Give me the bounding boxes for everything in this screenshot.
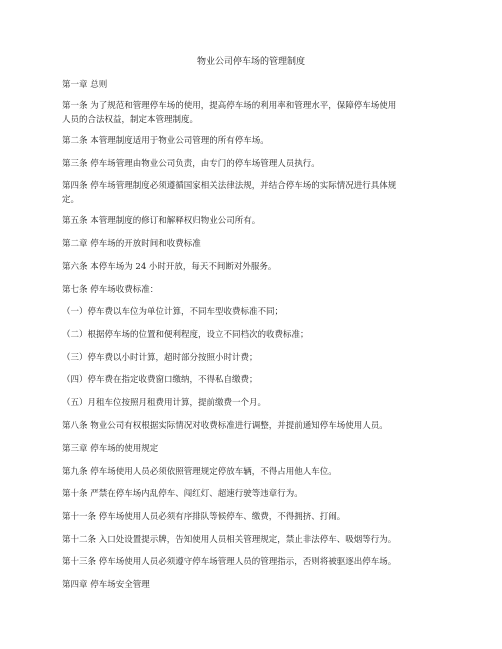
article-3 (62, 158, 450, 172)
fee-item-1 (62, 306, 450, 320)
article-13 (62, 556, 450, 570)
text-line: 第五条 本管理制度的修订和解释权归物业公司所有。 (62, 216, 261, 226)
text-line: 定。 (62, 194, 80, 205)
text-line: 人员的合法权益，制定本管理制度。 (62, 114, 199, 125)
text-line: 第六条 本停车场为 24 小时开放，每天不间断对外服务。 (62, 262, 277, 272)
article-8 (62, 420, 450, 434)
text-line: 第九条 停车场使用人员必须依照管理规定停放车辆，不得占用他人车位。 (62, 467, 337, 477)
text-line: 第十一条 停车场使用人员必须有序排队等候停车、缴费，不得拥挤、打闹。 (62, 512, 346, 522)
article-10 (62, 488, 450, 502)
article-12 (62, 534, 450, 548)
article-2 (62, 135, 450, 149)
text-line: 第七条 停车场收费标准： (62, 285, 159, 295)
text-line: 第二条 本管理制度适用于物业公司管理的所有停车场。 (62, 136, 269, 146)
chapter-2-heading (62, 238, 450, 252)
article-7 (62, 284, 450, 298)
text-line: 第十条 严禁在停车场内乱停车、闯红灯、超速行驶等违章行为。 (62, 489, 303, 499)
text-line: （四）停车费在指定收费窗口缴纳，不得私自缴费； (62, 375, 258, 385)
fee-item-5 (62, 397, 450, 411)
fee-item-3 (62, 352, 450, 366)
article-5 (62, 215, 450, 229)
text-line: 第十三条 停车场使用人员必须遵守停车场管理人员的管理指示，否则将被驱逐出停车场。 (62, 557, 397, 567)
text-line: 第三章 停车场的使用规定 (62, 444, 159, 454)
text-line: 第一条 为了规范和管理停车场的使用，提高停车场的利用率和管理水平，保障停车场使用 (62, 101, 397, 111)
text-line: 第一章 总则 (62, 80, 108, 90)
text-line: 第四条 停车场管理制度必须遵循国家相关法律法规，并结合停车场的实际情况进行具体规 (62, 181, 397, 191)
article-6 (62, 261, 450, 275)
chapter-3-heading (62, 443, 450, 457)
article-11 (62, 511, 450, 525)
fee-item-4 (62, 374, 450, 388)
text-line: （三）停车费以小时计算，超时部分按照小时计费； (62, 353, 258, 363)
article-4 (62, 180, 450, 207)
article-9 (62, 466, 450, 480)
chapter-4-heading (62, 579, 450, 593)
chapter-1-heading (62, 79, 450, 93)
text-line: 第三条 停车场管理由物业公司负责，由专门的停车场管理人员执行。 (62, 159, 320, 169)
document-title: 物业公司停车场的管理制度 (196, 57, 305, 67)
fee-item-2 (62, 329, 450, 343)
text-line: （二）根据停车场的位置和便利程度，设立不同档次的收费标准； (62, 330, 309, 340)
text-line: 第十二条 入口处设置提示牌，告知使用人员相关管理规定，禁止非法停车、吸烟等行为。 (62, 535, 397, 545)
text-line: 第二章 停车场的开放时间和收费标准 (62, 239, 201, 249)
text-line: （一）停车费以车位为单位计算，不同车型收费标准不同； (62, 307, 284, 317)
text-line: 第四章 停车场安全管理 (62, 580, 150, 590)
text-line: 第八条 物业公司有权根据实际情况对收费标准进行调整，并提前通知停车场使用人员。 (62, 421, 388, 431)
text-line: （五）月租车位按照月租费用计算，提前缴费一个月。 (62, 398, 267, 408)
article-1 (62, 100, 450, 127)
